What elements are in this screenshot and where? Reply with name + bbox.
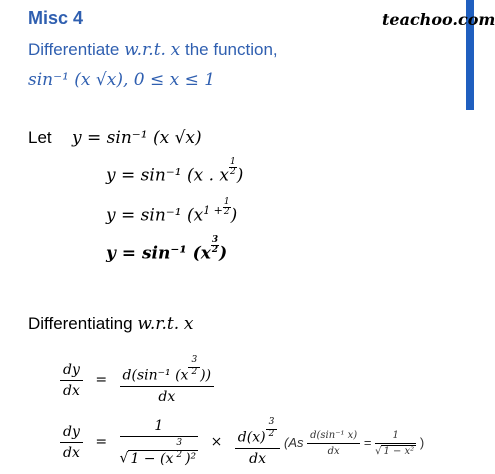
eq1-equals: = [95,372,108,389]
eq2-f2-num-text: d(x) [237,429,266,446]
step-line-3-text: y = sin⁻¹ (x [106,205,204,226]
exp-half [229,158,237,177]
side-note [284,430,424,457]
note-equals: = [363,434,372,450]
note-rhs-num: 1 [375,430,416,444]
differentiating-line [28,314,194,334]
step-line-1: y = sin⁻¹ (x √x) [72,128,202,148]
step-line-4: y = sin⁻¹ (x $\frac{3}{2}$ ) [106,235,228,264]
eq2-f2-exp [266,418,278,439]
exp-half-num: 1 [229,157,236,167]
question-suffix: the function, [185,40,278,59]
differentiating-var: x [183,314,194,334]
eq1-exp-den: 2 [191,367,198,377]
note-lhs-den: dx [327,446,340,457]
note-close: ) [419,434,425,450]
question-wrt: w.r.t. [124,40,166,60]
eq2-equals: = [95,434,108,451]
eq2-sqrt [128,438,198,467]
eq1-rhs [120,356,215,405]
note-rhs-den: √ 1 − x² [375,446,415,457]
question-line [28,40,278,60]
step-line-4-text: y = sin⁻¹ (x [106,243,211,264]
eq2-f2-exp-num: 3 [266,418,278,430]
exp-one-plus: 1 + [203,204,223,217]
note-rhs-den-text: 1 − x² [383,446,415,457]
eq1-exp-num: 3 [188,356,200,368]
question-intro: Differentiate [28,40,120,59]
note-lhs [307,430,360,457]
eq2-exp-num: 3 [173,439,185,451]
eq1-lhs-den: dx [63,382,80,399]
eq2-frac-1 [120,418,199,467]
eq1-lhs [60,362,83,399]
step-line-3: y = sin⁻¹ ($x^{1 +}$ $\frac{1}{2}$ ) [106,197,238,226]
eq2-f2-den: dx [249,450,266,467]
eq2-exp [173,439,185,460]
eq1-lhs-num: dy [60,362,83,381]
eq2-f1-num: 1 [120,418,199,437]
eq2-f2-exp-den: 2 [268,429,275,439]
eq2-f1-den-close: )² [185,450,197,467]
equation-1 [60,356,214,405]
exp-half-2 [223,198,231,217]
eq1-rhs-num-text: d(sin⁻¹ (x [122,367,189,384]
exp-half-2-num: 1 [223,197,230,207]
step-line-2: y = sin⁻¹ (x . x $\frac{1}{2}$ ) [106,157,244,186]
eq2-exp-den: 2 [176,450,183,460]
eq2-lhs [60,424,83,461]
step-line-2-text: y = sin⁻¹ (x . x [106,165,229,186]
exp-half-2-den: 2 [223,207,230,217]
note-lhs-num: d(sin⁻¹ x) [307,430,360,444]
eq1-rhs-den: dx [158,388,176,405]
eq2-lhs-num: dy [60,424,83,443]
eq2-lhs-den: dx [63,444,80,461]
eq2-f1-den: √ 1 − (x $\frac{3}{2}$ )² [119,438,197,467]
note-open: (As [284,434,304,450]
question-function: sin⁻¹ (x √x), 0 ≤ x ≤ 1 [28,70,216,90]
let-label: Let [28,128,52,147]
differentiating-wrt: w.r.t. [137,314,180,334]
exp-half-den: 2 [229,167,236,177]
eq2-f1-den-text: 1 − (x [130,450,174,467]
eq2-frac-2 [235,418,281,467]
exp-three-half [211,236,219,255]
equation-2 [60,418,280,467]
exp-three-half-den: 2 [211,245,219,255]
note-rhs [375,430,416,457]
eq2-times: × [210,434,223,451]
eq1-rhs-close: )) [200,367,212,384]
brand-logo: teachoo.com [382,10,495,29]
exp-three-half-num: 3 [211,235,219,245]
differentiating-label: Differentiating [28,314,133,333]
question-var: x [170,40,181,60]
eq1-rhs-num [120,356,215,387]
eq1-exp [188,356,200,377]
page-title: Misc 4 [28,8,84,28]
eq2-f2-num [235,418,281,449]
